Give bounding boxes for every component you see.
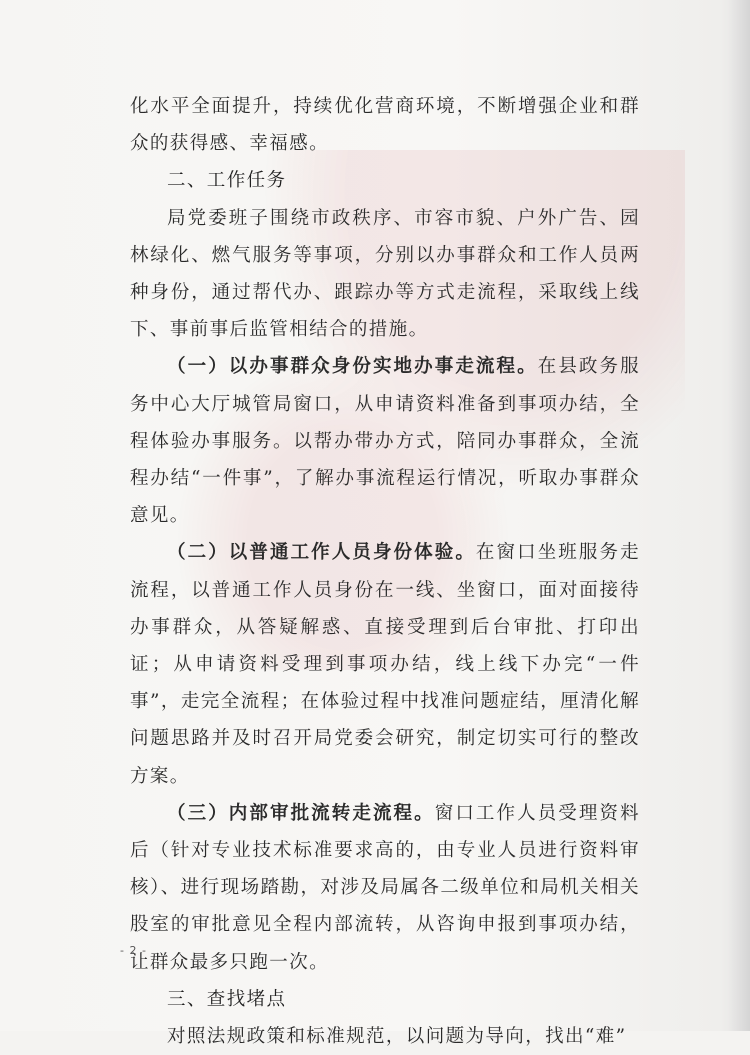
document-body: [130, 88, 640, 1055]
paragraph-text: 在县政务服务中心大厅城管局窗口，从申请资料准备到事项办结，全程体验办事服务。以帮办带办方式，陪同办事群众，全流程办结“一件事”，了解办事流程运行情况，听取办事群众意见。: [130, 356, 640, 527]
paragraph-find-blockages: [130, 1018, 640, 1055]
paragraph-text: 局党委班子围绕市政秩序、市容市貌、户外广告、园林绿化、燃气服务等事项，分别以办事群众和工作人员两种身份，通过帮代办、跟踪办等方式走流程，采取线上线下、事前事后监管相结合的措施。: [130, 207, 640, 341]
paragraph-intro-continuation: [130, 88, 640, 162]
paragraph-text: 化水平全面提升，持续优化营商环境，不断增强企业和群众的获得感、幸福感。: [130, 96, 640, 155]
paragraph-lead: （二）以普通工作人员身份体验。: [167, 542, 476, 564]
paragraph-task-3: [130, 795, 640, 981]
section-heading-work-tasks: 二、工作任务: [167, 170, 287, 192]
paragraph-text: 在窗口坐班服务走流程，以普通工作人员身份在一线、坐窗口，面对面接待办事群众，从答疑解惑、直接受理到后台审批、打印出证；从申请资料受理到事项办结，线上线下办完“一件事”，走完全流程；在体验过程中找准问题症结，厘清化解问题思路并及时召开局党委会研究，制定切实可行的整改方案。: [130, 542, 640, 787]
page-number: - 2 -: [120, 944, 147, 957]
paragraph-lead: （三）内部审批流转走流程。: [167, 802, 435, 824]
paragraph-text: 窗口工作人员受理资料后（针对专业技术标准要求高的，由专业人员进行资料审核）、进行现场踏勘，对涉及局属各二级单位和局机关相关股室的审批意见全程内部流转，从咨询申报到事项办结，让群众最多只跑一次。: [130, 802, 640, 973]
paragraph-task-1: [130, 348, 640, 534]
paragraph-text: 对照法规政策和标准规范，以问题为导向，找出“难”: [167, 1026, 627, 1048]
paragraph-lead: （一）以办事群众身份实地办事走流程。: [167, 356, 538, 378]
scan-edge-shadow: [728, 0, 750, 1031]
paragraph-work-tasks: [130, 200, 640, 349]
paragraph-task-2: [130, 534, 640, 794]
section-heading-find-blockages: 三、查找堵点: [167, 988, 287, 1010]
